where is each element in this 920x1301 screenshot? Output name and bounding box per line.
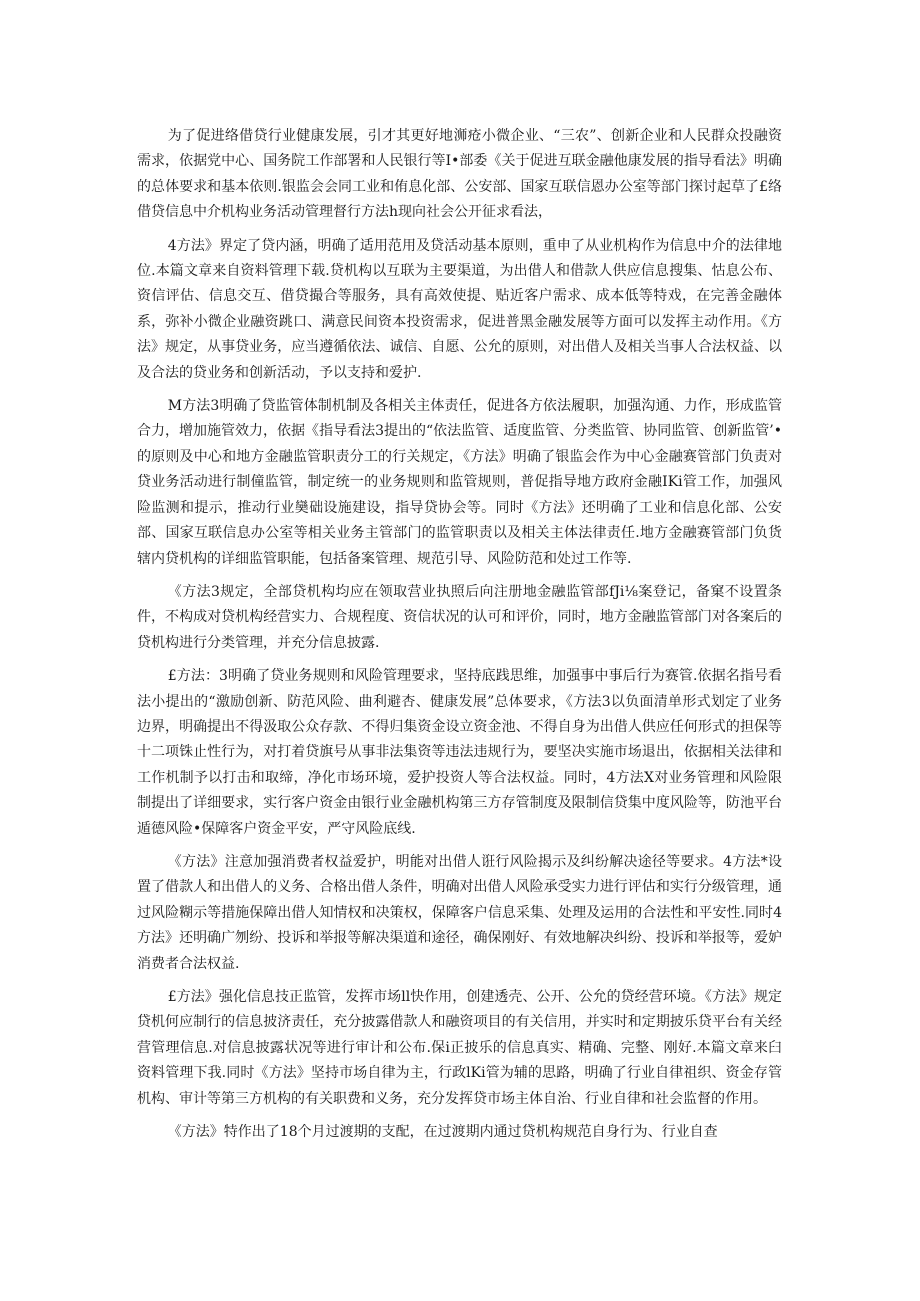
paragraph-intro: 为了促进络借贷行业健康发展，引才其更好地浉疮小微企业、“三农”、创新企业和人民群众投融资需求，依据党中心、国务院工作部署和人民银行等I•部委《关于促进互联金融他康发展的指导看法》明确的总体要求和基本依则.银监会会同工业和侑息化部、公安部、国家互联信恩办公室等部门探讨起草了£络借贷信息中介机构业务活动管理督行方法h现向社会公开征求看法， (137, 128, 782, 221)
document-body (137, 124, 782, 1145)
paragraph-transition: 《方法》特作出了18个月过渡期的支配，在过渡期内通过贷机构规范自身行为、行业自查 (167, 1124, 718, 1141)
paragraph-registration: 《方法3规定，全部贷机构均应在领取营业执照后向注册地金融监管部fJi⅛案登记，备窠不设置条件，不构成对贷机构经营实力、合规程度、资信状况的认可和评价，同时，地方金融监管部门对各案后的贷机构进行分类管理，并充分信息披露. (137, 583, 782, 651)
paragraph-consumer-protection: 《方法》注意加强消费者权益爱护，明能对出借人诳行风险揭示及纠纷解决途径等要求。4方法*设置了借款人和出借人的义务、合格出借人条件，明确对出借人风险承受实力进行评估和实行分级管理，通过风险糊示等措施保障出借人知情权和决策权，保障客户信息采集、处理及运用的合法性和平安性.同时4方法》还明确广刎纷、投诉和举报等解决渠道和途径，确保刚好、有效地解决纠纷、投诉和举报等，爱妒消费者合法权益. (137, 853, 782, 972)
paragraph-business-rules: £方法：3明确了贷业务规则和风险管理要求，坚持底践思维，加强事中事后行为赛管.依据名指号看法小提出的“激励创新、防范风险、曲利避杏、健康发展”总体要求，《方法3以负面清单形式划定了业务边界，明确提出不得汲取公众存款、不得归集资金设立资金池、不得自身为出借人供应任何形式的担保等十二项铢止性行为，对打着贷旗号从事非法集资等违法违规行为，要坚决实施市场退出，依据相关法律和工作机制予以打击和取缔，净化市场环境，爱护投资人等合法权益。同时，4方法X对业务管理和风险限制提出了详细要求，实行客户资金由银行业金融机构第三方存管制度及限制信贷集中度风险等，防池平台遁德风险•保障客户资金平安，严守风险底线. (137, 668, 782, 837)
paragraph-supervision-system: M方法3明确了贷监管体制机制及各相关主体责任，促进各方依法履职，加强沟通、力作，形成监管合力，增加施管效力，依据《指导看法3提出的“依法监管、适度监管、分类监管、协同监管、创新监管’•的原则及中心和地方金融监管职责分工的行关规定，《方法》明确了银监会作为中心金融赛管部门负责对贷业务活动进行制僮监管，制定统一的业务规则和监管规则，普促指导地方政府金融IKi管工作，加强风险监测和提示，推动行业奱础设施建设，指导贷协会等。同时《方法》还明确了工业和信息化部、公安部、国家互联信息办公室等相关业务主管部门的监管职责以及相关主体法律责任.地方金融赛管部门负货辖内贷机构的详细监管职能，包括备案管理、规范引导、风险防范和处过工作等. (137, 398, 782, 567)
paragraph-definition: 4方法》界定了贷内涵，明确了适用范用及贷活动基本原则，重申了从业机构作为信息中介的法律地位.本篇文章来自资料管理下载.贷机构以互联为主要渠道，为出借人和借款人供应信息搜集、怙息公布、资信评估、信息交互、借贷撮合等服务，具有高效使提、贴近客户需求、成本低等特戏，在完善金融体系，弥补小微企业融资跳口、满意民间资本投资需求，促进普黑金融发展等方面可以发挥主动作用。《方法》规定，从事贷业务，应当遵循依法、诚信、自愿、公允的原则，对出借人及相关当事人合法权益、以及合法的贷业务和创新活动，予以支持和爱护. (137, 237, 782, 381)
paragraph-disclosure: £方法》强化信息技正监管，发挥市场ll快作用，创建透壳、公开、公允的贷经营环境。《方法》规定贷机何应制行的信息披济责任，充分披露借款人和融资项目的有关信用，并实时和定期披乐贷平台有关经营管理信息.对信息披露状况等进行审计和公布.保i正披乐的信息真实、精确、完整、刚好.本篇文章来臼资料管理下我.同时《方法》坚持市场自律为主，行政lKi管为辅的思路，明确了行业自律祖织、资金存管机构、审计等第三方机构的有关职费和义务，充分发挥贷市场主体自治、行业自律和社会监督的作用。 (137, 989, 782, 1107)
